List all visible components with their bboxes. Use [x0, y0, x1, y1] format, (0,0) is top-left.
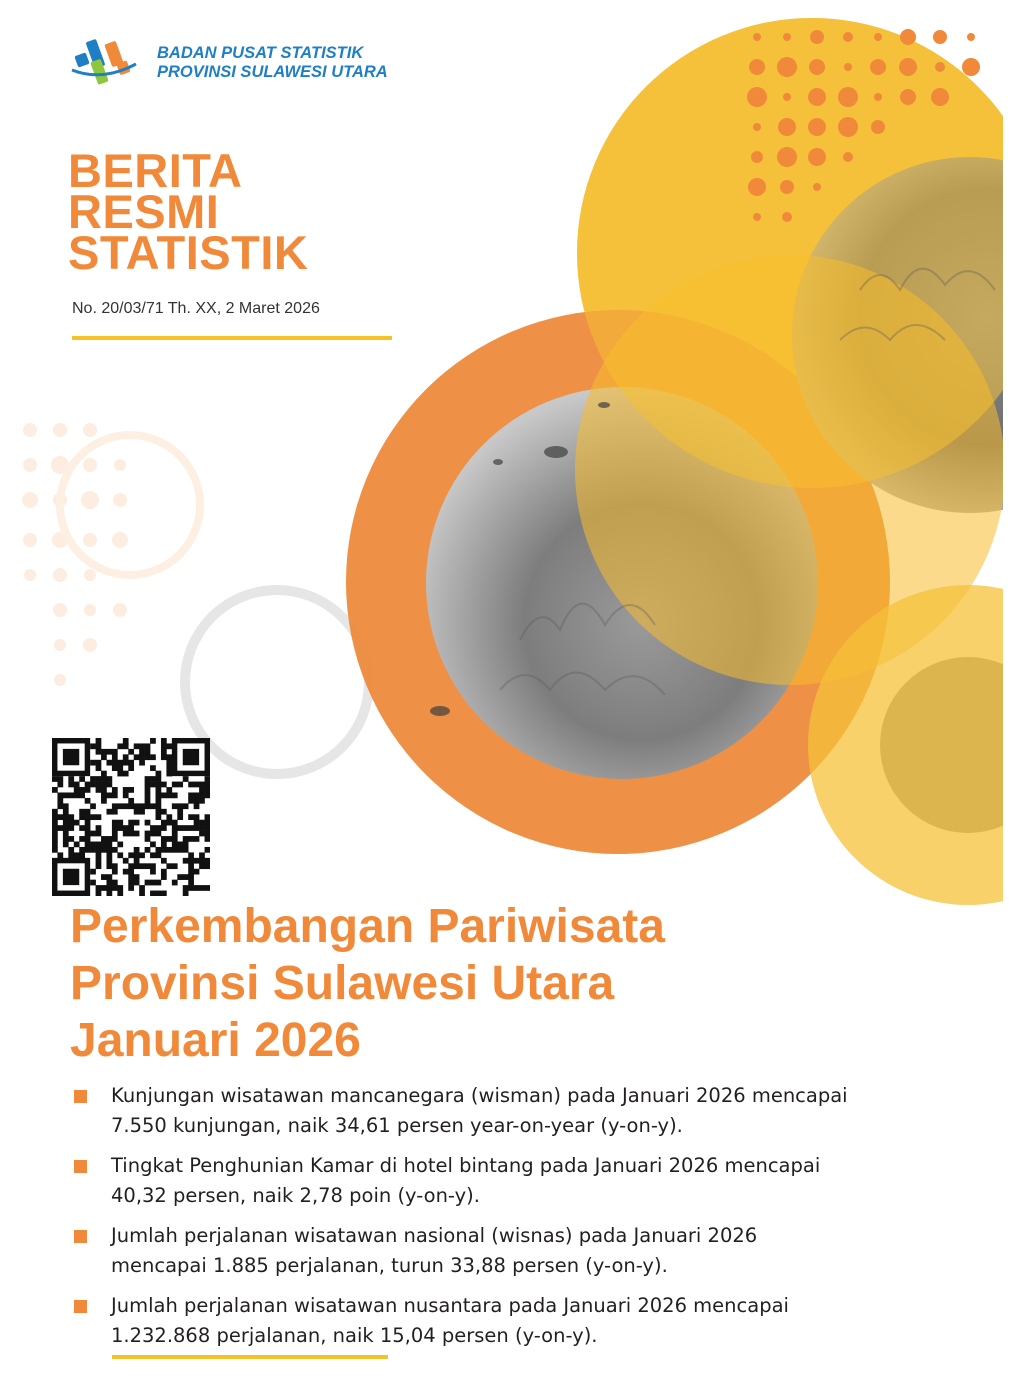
- report-title: [70, 898, 665, 1069]
- bullet-square-icon: [74, 1300, 87, 1313]
- highlight-item: [74, 1221, 974, 1281]
- highlight-item: [74, 1291, 974, 1351]
- highlight-line: Jumlah perjalanan wisatawan nusantara pada Januari 2026 mencapai: [111, 1294, 789, 1317]
- report-title-line-1: Perkembangan Pariwisata: [70, 900, 665, 953]
- highlight-line: 40,32 persen, naik 2,78 poin (y-on-y).: [111, 1184, 480, 1207]
- faint-ring: [60, 435, 200, 575]
- highlight-line: Jumlah perjalanan wisatawan nasional (wisnas) pada Januari 2026: [111, 1224, 758, 1247]
- highlight-item: [74, 1081, 974, 1141]
- bullet-square-icon: [74, 1160, 87, 1173]
- qr-finder-pattern: [183, 749, 199, 765]
- footer-underline: [112, 1355, 388, 1359]
- agency-line-1: BADAN PUSAT STATISTIK: [157, 44, 364, 62]
- report-title-line-2: Provinsi Sulawesi Utara: [70, 957, 615, 1010]
- publication-type-line-1: BERITA: [68, 144, 243, 197]
- qr-finder-pattern: [63, 869, 79, 885]
- header-divider: [72, 336, 392, 340]
- highlight-line: 1.232.868 perjalanan, naik 15,04 persen (y-on-y).: [111, 1324, 598, 1347]
- agency-line-2: PROVINSI SULAWESI UTARA: [157, 63, 388, 81]
- bullet-square-icon: [74, 1090, 87, 1103]
- highlights-list: [74, 1081, 974, 1361]
- grey-ring: [185, 590, 369, 774]
- highlight-item: [74, 1151, 974, 1211]
- qr-finder-pattern: [63, 749, 79, 765]
- highlight-line: 7.550 kunjungan, naik 34,61 persen year-on-year (y-on-y).: [111, 1114, 683, 1137]
- report-title-line-3: Januari 2026: [70, 1014, 361, 1067]
- publication-type: [68, 144, 309, 279]
- highlight-line: Tingkat Penghunian Kamar di hotel bintang pada Januari 2026 mencapai: [111, 1154, 821, 1177]
- highlight-line: mencapai 1.885 perjalanan, turun 33,88 persen (y-on-y).: [111, 1254, 668, 1277]
- highlight-line: Kunjungan wisatawan mancanegara (wisman) pada Januari 2026 mencapai: [111, 1084, 848, 1107]
- publication-type-line-3: STATISTIK: [68, 226, 309, 279]
- publication-number: No. 20/03/71 Th. XX, 2 Maret 2026: [72, 300, 320, 317]
- bullet-square-icon: [74, 1230, 87, 1243]
- bps-logo: [70, 32, 138, 90]
- publication-type-line-2: RESMI: [68, 185, 220, 238]
- agency-name: [157, 44, 388, 82]
- qr-code[interactable]: [52, 738, 210, 896]
